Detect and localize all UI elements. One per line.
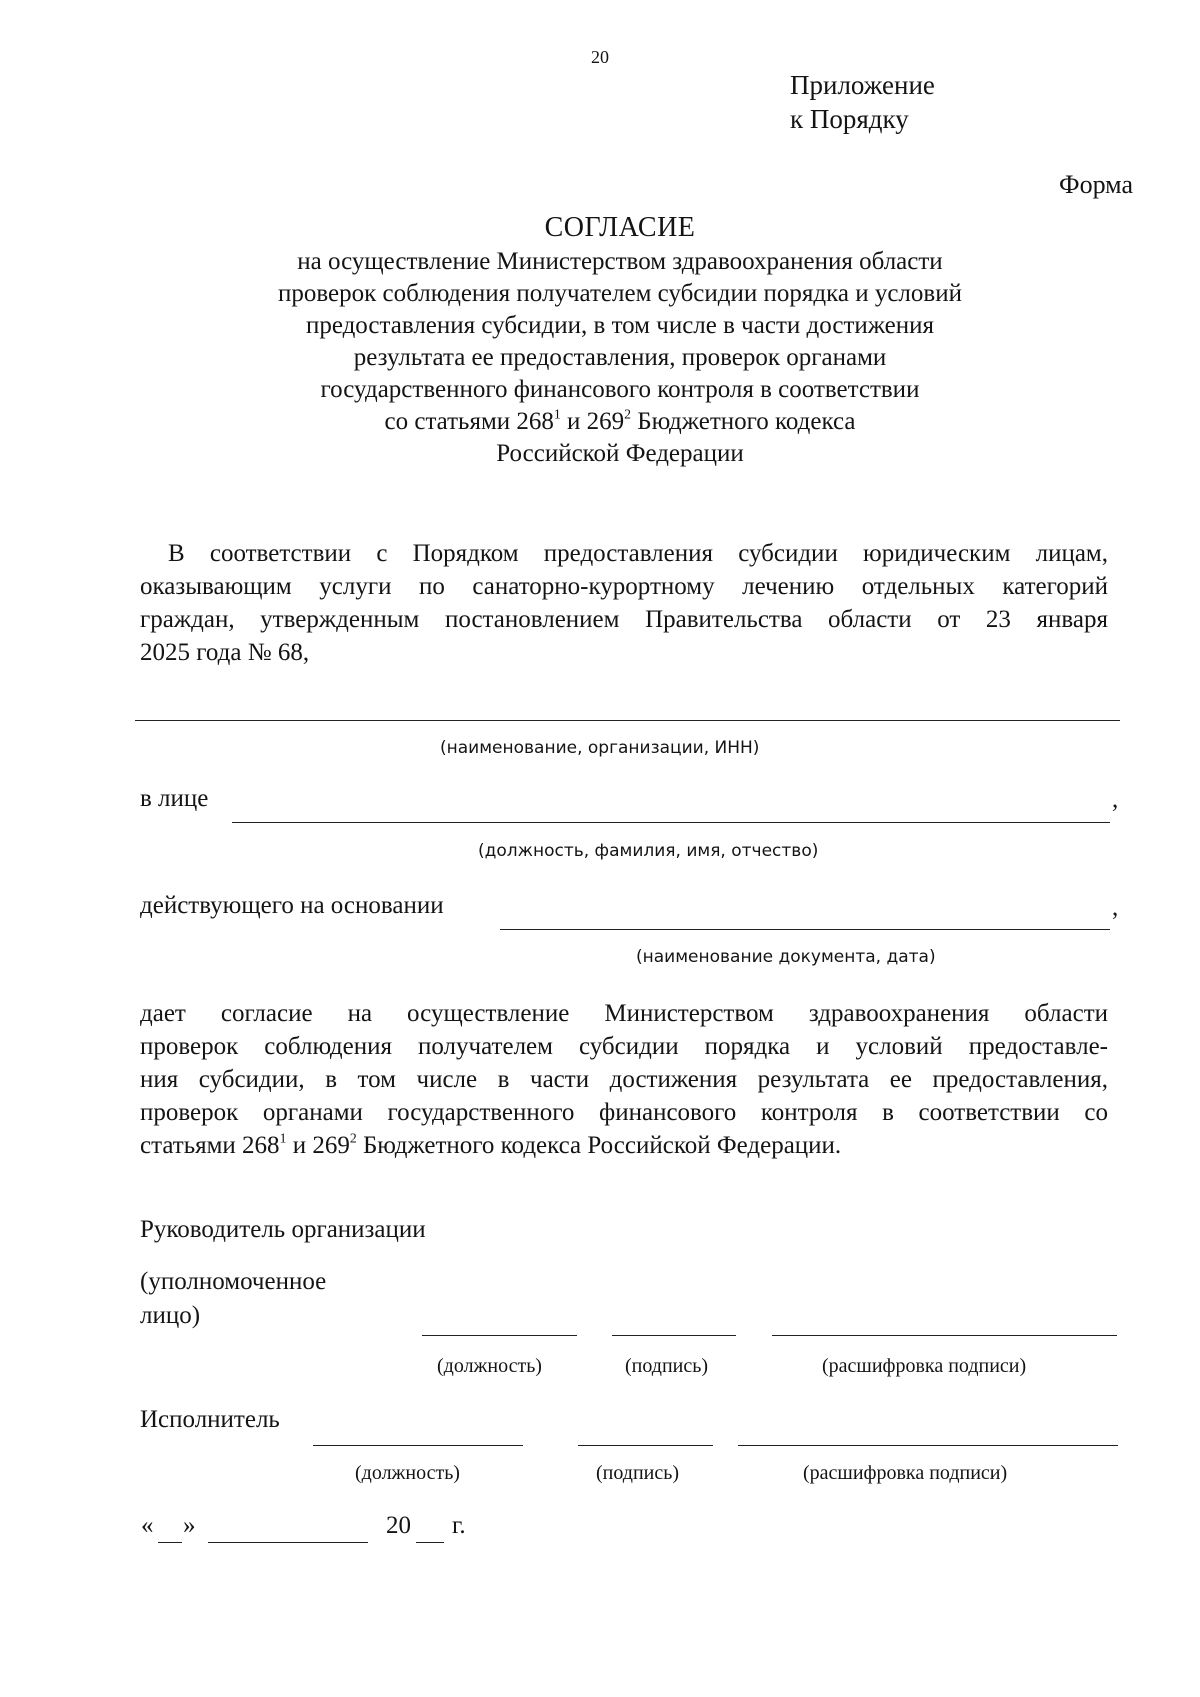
head-position-field[interactable] bbox=[422, 1335, 577, 1336]
executor-decode-field[interactable] bbox=[738, 1445, 1118, 1446]
person-field[interactable] bbox=[232, 822, 1110, 823]
subtitle-line: Российской Федерации bbox=[496, 440, 744, 467]
basis-label: действующего на основании bbox=[140, 892, 444, 919]
superscript: 2 bbox=[349, 1130, 357, 1146]
consent-line: ния субсидии, в том числе в части достижения результата ее предоставления, bbox=[140, 1066, 1108, 1093]
superscript: 2 bbox=[624, 406, 632, 422]
field-comma: , bbox=[1112, 894, 1119, 921]
date-year-prefix: 20 bbox=[386, 1512, 411, 1539]
subtitle-line: государственного финансового контроля в соответствии bbox=[320, 376, 920, 403]
appendix-note bbox=[790, 68, 935, 136]
executor-position-field[interactable] bbox=[313, 1445, 523, 1446]
subtitle-line: на осуществление Министерством здравоохранения области bbox=[297, 248, 943, 275]
head-signature-field[interactable] bbox=[612, 1335, 736, 1336]
head-decode-caption: (расшифровка подписи) bbox=[822, 1355, 1027, 1377]
person-caption: (должность, фамилия, имя, отчество) bbox=[478, 841, 819, 861]
head-label-authorized-2: лицо) bbox=[140, 1302, 201, 1329]
subtitle-text: и 269 bbox=[560, 408, 625, 435]
appendix-line-1: Приложение bbox=[790, 70, 935, 100]
subtitle-text: Бюджетного кодекса bbox=[631, 408, 856, 435]
executor-decode-caption: (расшифровка подписи) bbox=[803, 1462, 1008, 1484]
date-year-suffix: г. bbox=[452, 1512, 466, 1539]
head-decode-field[interactable] bbox=[772, 1335, 1117, 1336]
person-label: в лице bbox=[140, 785, 209, 812]
org-name-caption: (наименование, организации, ИНН) bbox=[440, 738, 760, 758]
subtitle-line: результата ее предоставления, проверок органами bbox=[353, 344, 887, 371]
appendix-line-2: к Порядку bbox=[790, 104, 909, 134]
org-name-field[interactable] bbox=[135, 720, 1120, 721]
page-number: 20 bbox=[591, 47, 609, 67]
executor-signature-field[interactable] bbox=[578, 1445, 713, 1446]
head-position-caption: (должность) bbox=[437, 1355, 542, 1377]
consent-line: дает согласие на осуществление Министерством здравоохранения области bbox=[140, 1000, 1108, 1027]
document-title: СОГЛАСИЕ bbox=[544, 212, 696, 243]
intro-line: 2025 года № 68, bbox=[140, 639, 310, 666]
head-signature-caption: (подпись) bbox=[625, 1355, 709, 1377]
head-label-authorized: (уполномоченное bbox=[140, 1268, 327, 1295]
consent-text: Бюджетного кодекса Российской Федерации. bbox=[356, 1132, 842, 1159]
subtitle-line: проверок соблюдения получателем субсидии порядка и условий bbox=[278, 280, 962, 307]
consent-line bbox=[140, 1129, 1108, 1162]
field-comma: , bbox=[1112, 786, 1119, 813]
basis-field[interactable] bbox=[500, 929, 1110, 930]
intro-paragraph bbox=[140, 537, 1108, 669]
executor-label: Исполнитель bbox=[140, 1406, 280, 1433]
intro-line: оказывающим услуги по санаторно-курортному лечению отдельных категорий bbox=[140, 573, 1108, 600]
subtitle-line bbox=[150, 406, 1090, 438]
consent-text: статьями 268 bbox=[140, 1132, 280, 1159]
basis-caption: (наименование документа, дата) bbox=[636, 947, 936, 967]
superscript: 1 bbox=[279, 1130, 287, 1146]
consent-line: проверок соблюдения получателем субсидии порядка и условий предоставле- bbox=[140, 1033, 1108, 1060]
intro-line: В соответствии с Порядком предоставления субсидии юридическим лицам, bbox=[168, 540, 1108, 567]
consent-text: и 269 bbox=[286, 1132, 350, 1159]
consent-paragraph bbox=[140, 997, 1108, 1162]
document-subtitle bbox=[150, 246, 1090, 470]
form-label: Форма bbox=[1059, 170, 1133, 199]
executor-signature-caption: (подпись) bbox=[596, 1462, 680, 1484]
date-year-field[interactable] bbox=[416, 1542, 444, 1543]
date-day-field[interactable] bbox=[158, 1542, 182, 1543]
superscript: 1 bbox=[553, 406, 561, 422]
subtitle-line: предоставления субсидии, в том числе в части достижения bbox=[305, 312, 935, 339]
consent-line: проверок органами государственного финансового контроля в соответствии со bbox=[140, 1099, 1108, 1126]
executor-position-caption: (должность) bbox=[355, 1462, 460, 1484]
head-label: Руководитель организации bbox=[140, 1216, 426, 1243]
intro-line: граждан, утвержденным постановлением Правительства области от 23 января bbox=[140, 606, 1108, 633]
date-close-quote: » bbox=[183, 1512, 196, 1539]
subtitle-text: со статьями 268 bbox=[384, 408, 554, 435]
date-month-field[interactable] bbox=[208, 1542, 368, 1543]
date-open-quote: « bbox=[141, 1512, 154, 1539]
